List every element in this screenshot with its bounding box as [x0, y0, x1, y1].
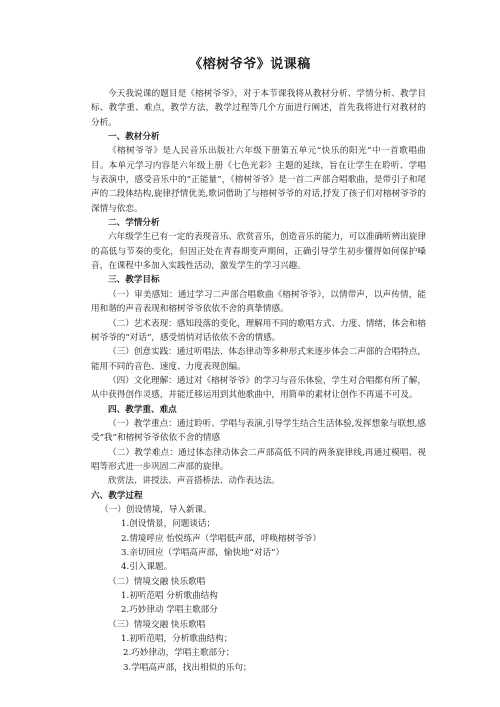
textbook-analysis-paragraph: 《榕树爷爷》是人民音乐出版社六年级下册第五单元“快乐的阳光”中一首歌唱曲目。本单元学习内容是六年级上册《七色光彩》主题的延续，旨在让学生在聆听、学唱与表演中，感受音乐中的“正能量”，《榕树爷爷》是一首二声部合唱歌曲，是带引子和尾声的二段体结构,旋律抒情优美,歌词借助了与榕树爷爷的对话,抒发了孩子们对榕树爷爷的深情与依恋。 [91, 146, 426, 214]
process-step-2-item: 2.巧妙律动 学唱主歌部分 [121, 605, 218, 616]
objective-culture: （四）文化理解：通过对《榕树爷爷》的学习与音乐体验，学生对合唱都有所了解，从中获得创作灵感，并能迁移运用到其他歌曲中，用简单的素材让创作不再遥不可及。 [91, 375, 426, 401]
process-step-1-item: 1.创设情景，问题谈话； [121, 519, 216, 530]
process-step-3-item: 2.巧妙律动，学唱主歌部分； [123, 648, 235, 659]
key-point-paragraph: （一）教学重点：通过聆听、学唱与表演,引导学生结合生活体验,发挥想象与联想,感受“我”和榕树爷爷依依不舍的情感 [91, 418, 426, 444]
intro-paragraph: 今天我说课的题目是《榕树爷爷》，对于本节课我将从教材分析、学情分析、教学目标、教学重、难点，教学方法，教学过程等几个方面进行阐述，首先我将进行对教材的分析。 [91, 89, 426, 128]
process-step-1-item: 3.亲切回应（学唱高声部，愉快地“对话”） [121, 548, 285, 558]
section-heading-objectives: 三、教学目标 [108, 275, 160, 286]
page-title: 《榕树爷爷》说课稿 [189, 57, 311, 72]
objective-expression: （二）艺术表现：感知段落的变化，理解用不同的歌唱方式、力度、情绪，体会和榕树爷爷的“对话”，感受悄悄对话依依不舍的情感。 [91, 318, 426, 343]
process-step-1-item: 4.引入课题。 [121, 562, 173, 573]
process-step-3: （三）情境交融 快乐歌唱 [108, 619, 206, 630]
process-step-2: （二）情境交融 快乐歌唱 [108, 576, 206, 587]
section-heading-key-points: 四、教学重、难点 [108, 404, 177, 415]
difficulty-paragraph: （二）教学难点：通过体态律动体会二声部高低不同的两条旋律线,再通过模唱、视唱等形式进一步巩固二声部的旋律。 [91, 447, 426, 472]
document-body [91, 87, 426, 675]
objective-creative: （三）创意实践：通过听唱法、体态律动等多种形式来逐步体会二声部的合唱特点，能用不同的音色、速度、力度表现创编。 [91, 347, 426, 372]
process-step-2-item: 1.初听范唱 分析歌曲结构 [121, 591, 218, 602]
objective-aesthetic: （一）审美感知：通过学习二声部合唱歌曲《榕树爷爷》，以情带声，以声传情，能用和谐的声音表现和榕树爷爷依依不舍的真挚情感。 [91, 289, 426, 315]
process-step-1: （一）创设情境，导入新课。 [100, 504, 212, 515]
process-step-3-item: 1.初听范唱，分析歌曲结构； [121, 634, 233, 645]
section-heading-students: 二、学情分析 [108, 218, 160, 229]
section-heading-textbook: 一、教材分析 [108, 132, 160, 143]
process-step-3-item: 3.学唱高声部，找出相似的乐句； [123, 662, 252, 673]
methods-paragraph: 欣赏法、讲授法、声音搭桥法、动作表达法。 [108, 476, 280, 487]
student-analysis-paragraph: 六年级学生已有一定的表现音乐、欣赏音乐，创造音乐的能力，可以准确听辨出旋律的高低与节奏的变化，但因正处在青春期变声期间，正确引导学生初步懂得如何保护嗓音，在课程中多加入实践性活动，激发学生的学习兴趣。 [91, 232, 426, 272]
section-heading-process: 六、教学过程 [91, 490, 143, 501]
process-step-1-item: 2.情境呼应 怡悦练声（学唱低声部，呼唤榕树爷爷） [121, 533, 321, 544]
